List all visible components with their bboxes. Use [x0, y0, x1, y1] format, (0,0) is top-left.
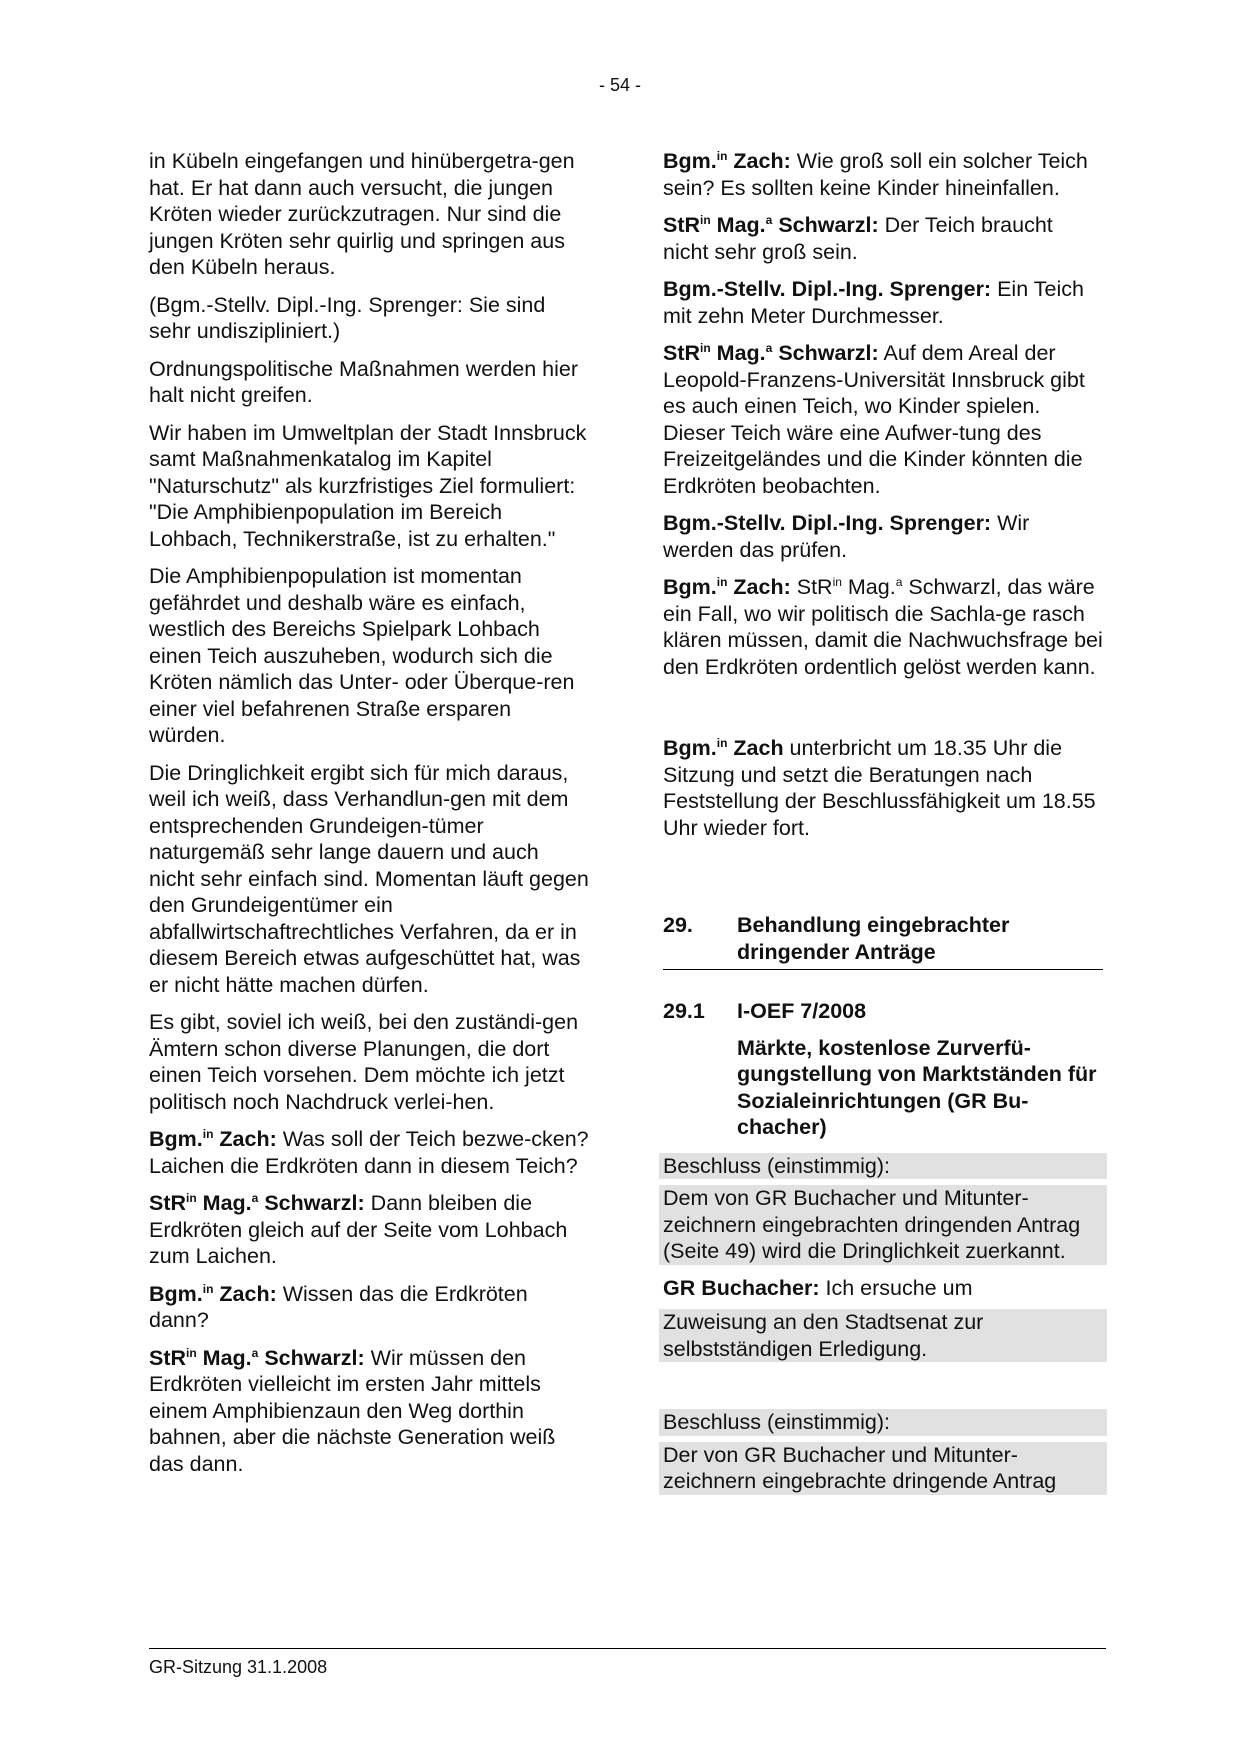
speaker-name: Bgm.$^{in}$ Zach:	[149, 1281, 277, 1306]
agenda-item-29	[663, 912, 1103, 970]
page-number: - 54 -	[598, 75, 641, 95]
paragraph: Es gibt, soviel ich weiß, bei den zuständi-gen Ämtern schon diverse Planungen, die dort einen Teich vorsehen. Dem möchte ich jetzt politisch noch Nachdruck verlei-hen.	[149, 1010, 579, 1114]
speaker-name: Bgm.$^{in}$ Zach:	[663, 148, 791, 173]
speech-sprenger: Bgm.-Stellv. Dipl.-Ing. Sprenger: Wir werden das prüfen.	[663, 511, 1030, 562]
resolution-label: Beschluss (einstimmig):	[659, 1153, 1107, 1180]
session-note: Bgm.$^{in}$ Zach unterbricht um 18.35 Uhr die Sitzung und setzt die Beratungen nach Feststellung der Beschlussfähigkeit um 18.55 Uhr wieder fort.	[663, 735, 1096, 840]
agenda-subtitle: Märkte, kostenlose Zurverfü-gungstellung von Marktständen für Sozialeinrichtungen (GR Bu-chacher)	[737, 1035, 1097, 1139]
resolution-text: Der von GR Buchacher und Mitunter-zeichnern eingebrachte dringende Antrag	[659, 1442, 1107, 1495]
speech-zach: Bgm.$^{in}$ Zach: StR$^{in}$ Mag.$^a$ Schwarzl, das wäre ein Fall, wo wir politisch die Sachla-ge rasch klären müssen, damit die Nachwuchsfrage bei den Erdkröten ordentlich gelöst werden kann.	[663, 574, 1103, 679]
speaker-name: StR$^{in}$ Mag.$^a$ Schwarzl:	[149, 1190, 365, 1215]
speaker-name: Bgm.$^{in}$ Zach:	[663, 574, 791, 599]
resolution-text: Dem von GR Buchacher und Mitunter-zeichnern eingebrachten dringenden Antrag (Seite 49) wird die Dringlichkeit zuerkannt.	[659, 1185, 1107, 1265]
speech-sprenger: Bgm.-Stellv. Dipl.-Ing. Sprenger: Ein Teich mit zehn Meter Durchmesser.	[663, 277, 1084, 328]
paragraph: (Bgm.-Stellv. Dipl.-Ing. Sprenger: Sie sind sehr undiszipliniert.)	[149, 292, 546, 343]
speech-schwarzl: StR$^{in}$ Mag.$^a$ Schwarzl: Auf dem Areal der Leopold-Franzens-Universität Innsbruck gibt es auch einen Teich, wo Kinder spielen. Dieser Teich wäre eine Aufwer-tung des Freizeitgeländes und die Kinder könnten die Erdkröten beobachten.	[663, 340, 1085, 498]
paragraph: in Kübeln eingefangen und hinübergetra-gen hat. Er hat dann auch versucht, die jungen Kröten wieder zurückzutragen. Nur sind die jungen Kröten sehr quirlig und springen aus den Kübeln heraus.	[149, 149, 575, 279]
agenda-title: Behandlung eingebrachter dringender Anträge	[737, 913, 1010, 964]
agenda-code: I-OEF 7/2008	[737, 999, 867, 1023]
speaker-name: Bgm.$^{in}$ Zach:	[149, 1126, 277, 1151]
paragraph: Die Amphibienpopulation ist momentan gefährdet und deshalb wäre es einfach, westlich des Bereichs Spielpark Lohbach einen Teich auszuheben, wodurch sich die Kröten nämlich das Unter- oder Überque-ren einer viel befahrenen Straße ersparen würden.	[149, 564, 575, 747]
motion-text: Zuweisung an den Stadtsenat zur selbstständigen Erledigung.	[659, 1309, 1107, 1362]
speaker-name: StR$^{in}$ Mag.$^a$ Schwarzl:	[663, 212, 879, 237]
speaker-name: Bgm.-Stellv. Dipl.-Ing. Sprenger:	[663, 511, 992, 535]
speech-schwarzl: StR$^{in}$ Mag.$^a$ Schwarzl: Der Teich braucht nicht sehr groß sein.	[663, 212, 1053, 264]
paragraph: Die Dringlichkeit ergibt sich für mich daraus, weil ich weiß, dass Verhandlun-gen mit dem entsprechenden Grundeigen-tümer naturgemäß sehr lange dauern und auch nicht sehr einfach sind. Momentan läuft gegen den Grundeigentümer ein abfallwirtschaftrechtliches Verfahren, da er in diesem Bereich etwas aufgeschüttet hat, was er nicht hätte machen dürfen.	[149, 760, 589, 997]
agenda-item-29-1	[663, 998, 1103, 1025]
speech-buchacher: GR Buchacher: Ich ersuche um	[663, 1275, 973, 1300]
speaker-name: Bgm.$^{in}$ Zach	[663, 735, 784, 760]
speech-zach: Bgm.$^{in}$ Zach: Wissen das die Erdkröten dann?	[149, 1281, 528, 1332]
speaker-name: StR$^{in}$ Mag.$^a$ Schwarzl:	[663, 340, 879, 365]
footer-divider	[149, 1648, 1106, 1649]
agenda-number: 29.	[663, 913, 693, 937]
speech-schwarzl: StR$^{in}$ Mag.$^a$ Schwarzl: Wir müssen den Erdkröten vielleicht im ersten Jahr mittels einem Amphibienzaun den Weg dorthin bahnen, aber die nächste Generation weiß das dann.	[149, 1345, 556, 1476]
paragraph: Wir haben im Umweltplan der Stadt Innsbruck samt Maßnahmenkatalog im Kapitel "Naturschutz" als kurzfristiges Ziel formuliert: "Die Amphibienpopulation im Bereich Lohbach, Technikerstraße, ist zu erhalten."	[149, 420, 587, 551]
speech-zach: Bgm.$^{in}$ Zach: Wie groß soll ein solcher Teich sein? Es sollten keine Kinder hineinfallen.	[663, 148, 1088, 200]
speech-zach: Bgm.$^{in}$ Zach: Was soll der Teich bezwe-cken? Laichen die Erdkröten dann in diesem Teich?	[149, 1126, 589, 1178]
paragraph: Ordnungspolitische Maßnahmen werden hier halt nicht greifen.	[149, 356, 579, 407]
agenda-number: 29.1	[663, 999, 705, 1023]
footer-text: GR-Sitzung 31.1.2008	[149, 1657, 328, 1677]
right-column	[663, 148, 1103, 1498]
speaker-name: StR$^{in}$ Mag.$^a$ Schwarzl:	[149, 1345, 365, 1370]
left-column	[149, 148, 589, 1488]
speaker-name: Bgm.-Stellv. Dipl.-Ing. Sprenger:	[663, 277, 992, 301]
speech-schwarzl: StR$^{in}$ Mag.$^a$ Schwarzl: Dann bleiben die Erdkröten gleich auf der Seite vom Lohbach zum Laichen.	[149, 1190, 568, 1268]
resolution-label: Beschluss (einstimmig):	[659, 1409, 1107, 1436]
speaker-name: GR Buchacher:	[663, 1275, 820, 1300]
